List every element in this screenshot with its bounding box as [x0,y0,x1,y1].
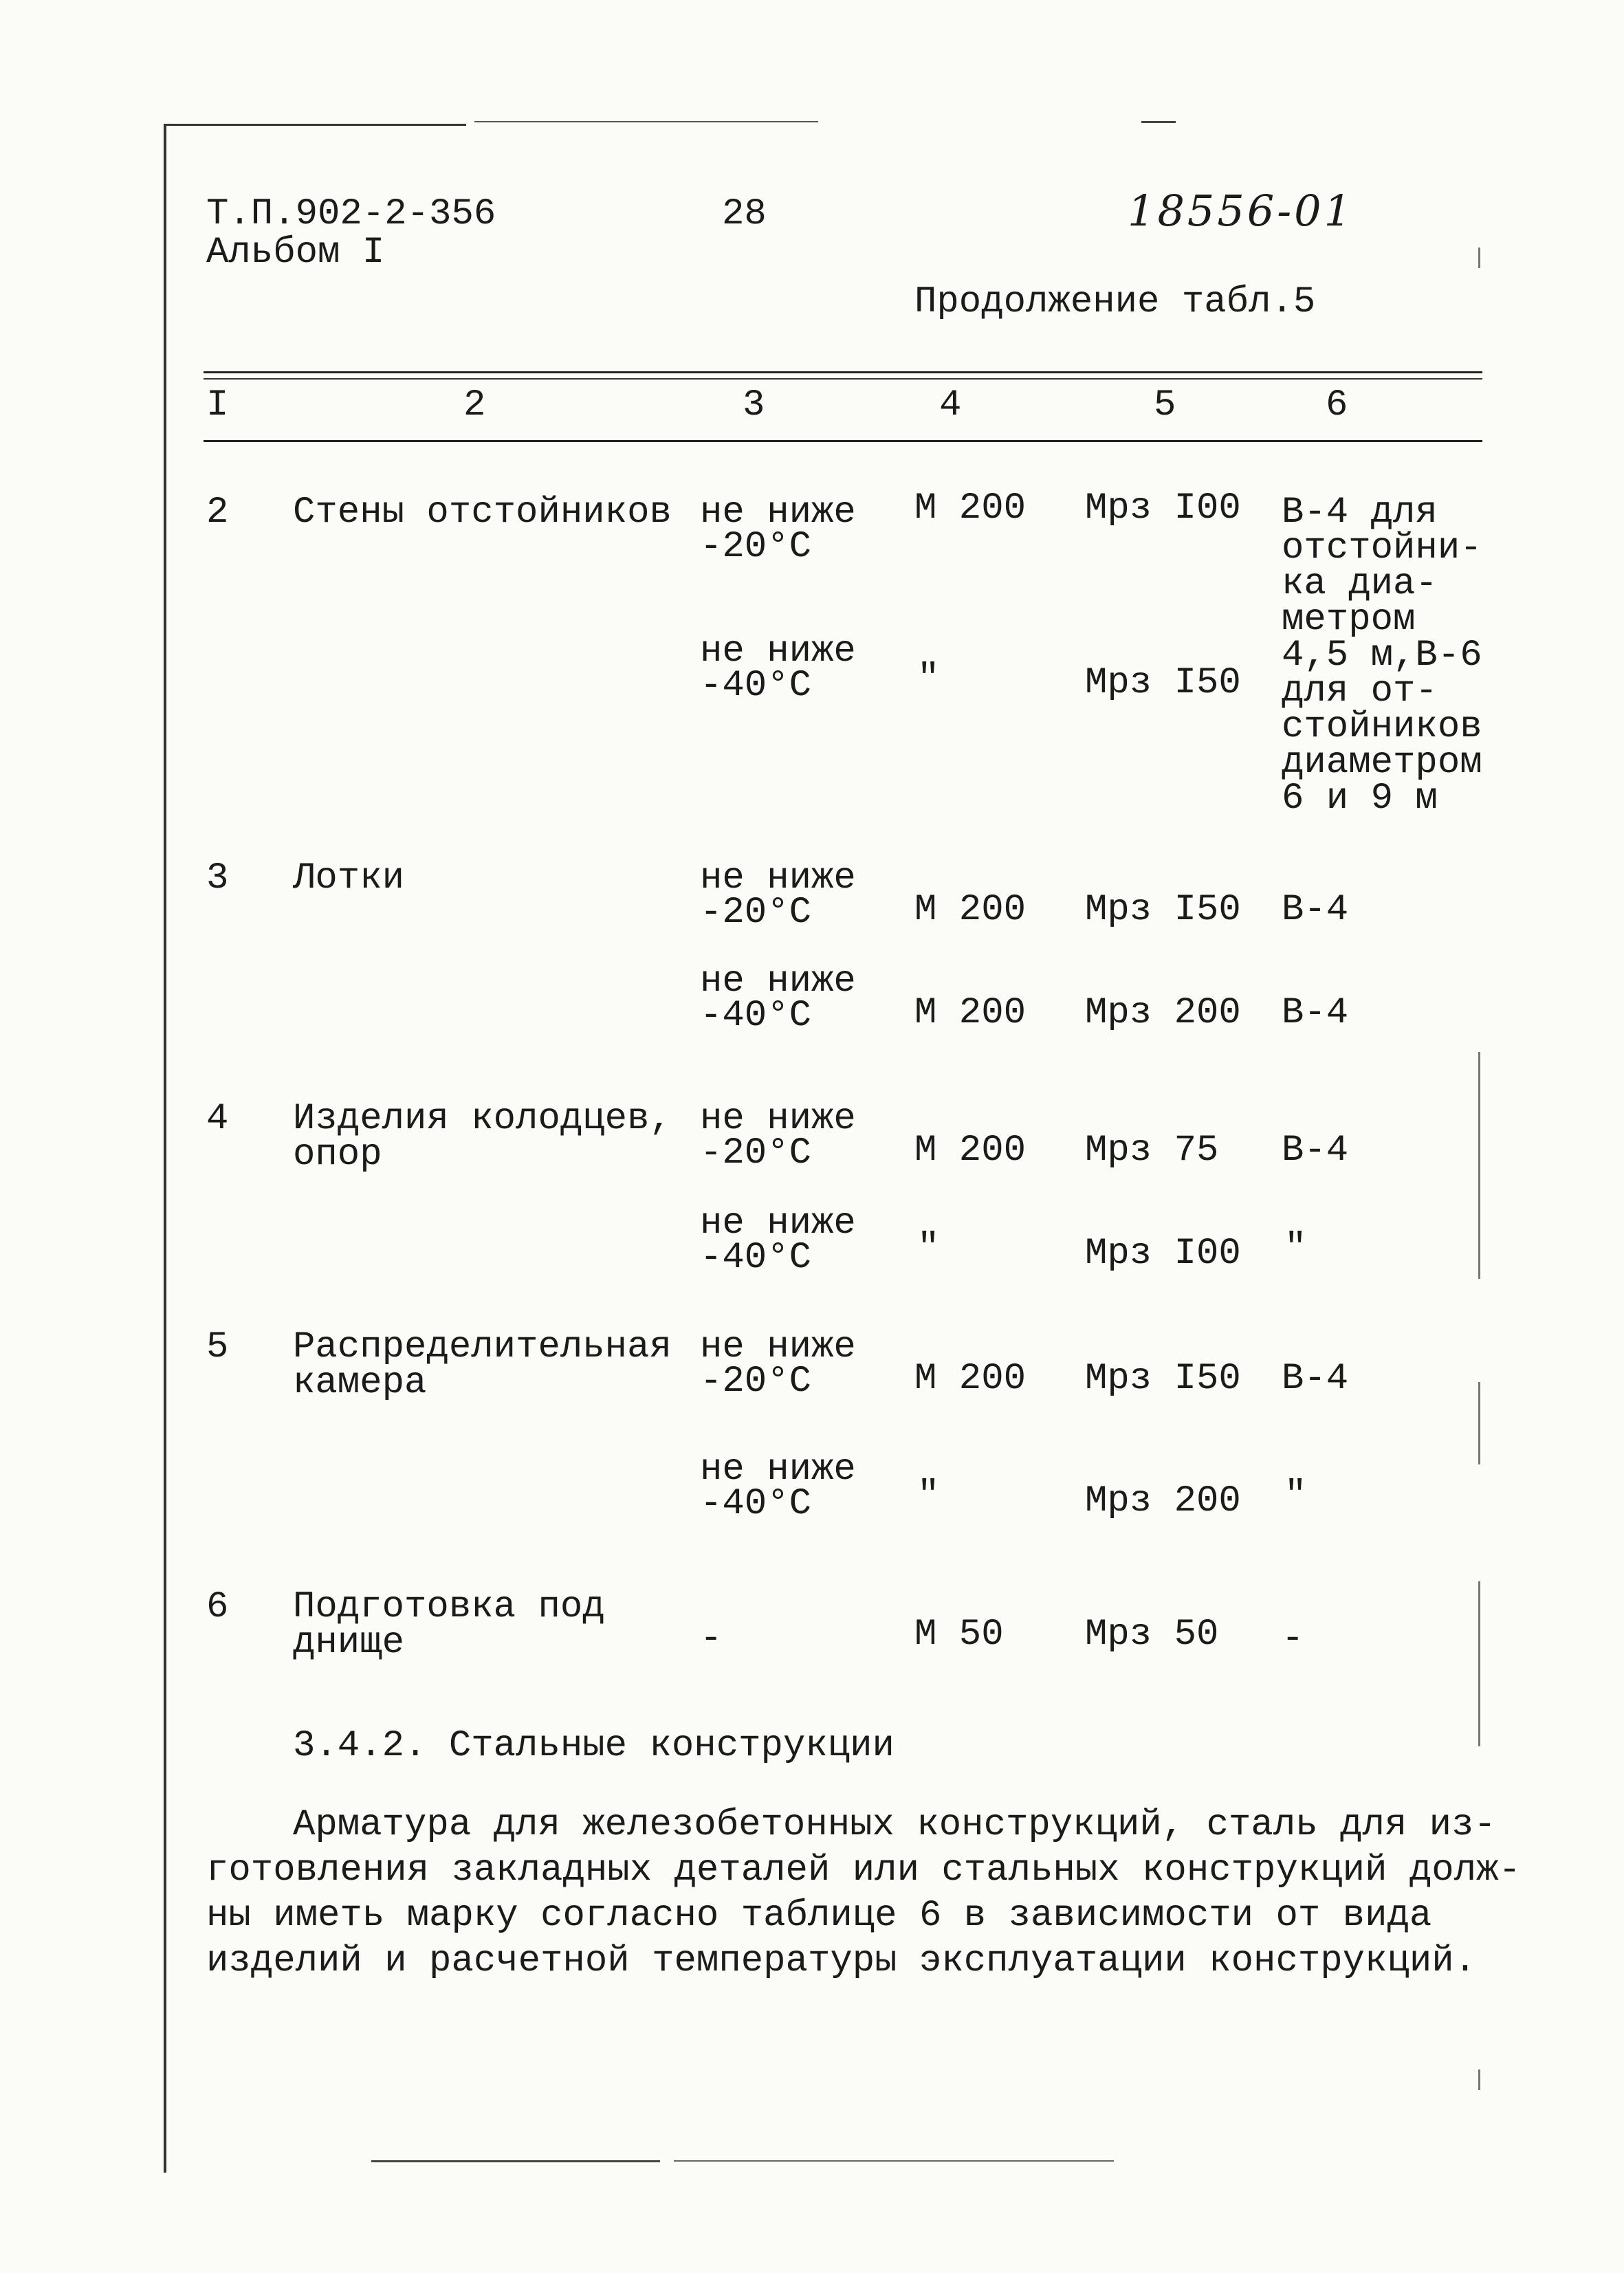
item-name: Подготовка под [293,1586,605,1628]
note-line: В-4 [1282,992,1349,1034]
section-heading: 3.4.2. Стальные конструкции [293,1725,895,1767]
note-line: 6 и 9 м [1282,778,1438,820]
frost-resistance: Мрз I00 [1085,487,1241,529]
item-name: камера [293,1362,427,1404]
frost-resistance: Мрз 75 [1085,1130,1219,1172]
note-line: - [1282,1618,1304,1660]
row-number: 2 [206,492,229,534]
frame-left-border [164,124,166,2173]
concrete-grade: " [917,1475,940,1517]
note-line: " [1284,1227,1307,1269]
frost-resistance: Мрз 200 [1085,992,1241,1034]
margin-scan-mark [1478,1052,1480,1279]
item-name: Лотки [293,857,405,899]
concrete-grade: М 200 [914,487,1027,529]
row-number: 3 [206,857,229,899]
column-header-3: 3 [743,384,765,426]
concrete-grade: М 200 [914,889,1027,931]
frost-resistance: Мрз 50 [1085,1614,1219,1656]
album-label: Альбом I [206,232,385,274]
note-line: метром [1282,599,1416,641]
concrete-grade: " [917,1227,940,1269]
table-header-rule [204,440,1482,442]
temperature-condition: не ниже [700,1098,856,1140]
table-continuation-caption: Продолжение табл.5 [914,281,1316,323]
concrete-grade: М 200 [914,1130,1027,1172]
note-line: диаметром [1282,742,1482,784]
column-header-4: 4 [939,384,962,426]
table-top-rule [204,371,1482,373]
frost-resistance: Мрз I50 [1085,1358,1241,1400]
row-number: 4 [206,1098,229,1140]
frame-bottom-border-segment [674,2160,1114,2162]
temperature-value: -20°С [700,1132,812,1174]
margin-scan-mark [1478,1382,1480,1464]
temperature-value: -20°С [700,526,812,568]
item-name: опор [293,1134,382,1176]
frost-resistance: Мрз I00 [1085,1233,1241,1275]
column-header-5: 5 [1154,384,1176,426]
paragraph-line: готовления закладных деталей или стальных конструкций долж- [206,1849,1521,1891]
column-header-2: 2 [463,384,486,426]
note-line: стойников [1282,706,1482,748]
temperature-condition: не ниже [700,630,856,672]
note-line: В-4 для [1282,492,1438,534]
temperature-condition: не ниже [700,857,856,899]
temperature-value: - [700,1618,723,1660]
frame-top-border [164,124,466,126]
concrete-grade: М 50 [914,1614,1004,1656]
temperature-value: -40°С [700,665,812,707]
frost-resistance: Мрз I50 [1085,889,1241,931]
frame-top-border-segment [474,121,818,122]
frost-resistance: Мрз 200 [1085,1480,1241,1522]
item-name: Распределительная [293,1326,672,1368]
temperature-value: -20°С [700,1361,812,1403]
frame-top-border-mark [1141,121,1176,123]
temperature-condition: не ниже [700,1449,856,1491]
item-name: Изделия колодцев, [293,1098,672,1140]
note-line: ка диа- [1282,563,1438,605]
column-header-1: I [206,384,229,426]
temperature-condition: не ниже [700,1203,856,1244]
margin-scan-mark [1478,2069,1480,2090]
concrete-grade: М 200 [914,1358,1027,1400]
temperature-condition: не ниже [700,960,856,1002]
frame-bottom-border [371,2160,660,2162]
paragraph-line: изделий и расчетной температуры эксплуатации конструкций. [206,1940,1477,1982]
concrete-grade: " [917,658,940,700]
note-line: В-4 [1282,1358,1349,1400]
note-line: В-4 [1282,889,1349,931]
inventory-number: 18556-01 [1128,186,1354,236]
table-top-rule-double [204,378,1482,380]
temperature-value: -40°С [700,1483,812,1525]
frost-resistance: Мрз I50 [1085,662,1241,704]
temperature-condition: не ниже [700,492,856,534]
temperature-value: -20°С [700,892,812,934]
item-name: днище [293,1622,405,1664]
margin-scan-mark [1478,1581,1480,1746]
note-line: " [1284,1475,1307,1517]
note-line: для от- [1282,670,1438,712]
page-number: 28 [722,193,767,235]
doc-code: Т.П.902-2-356 [206,193,496,235]
temperature-value: -40°С [700,995,812,1037]
column-header-6: 6 [1326,384,1348,426]
concrete-grade: М 200 [914,992,1027,1034]
temperature-value: -40°С [700,1237,812,1279]
note-line: отстойни- [1282,527,1482,569]
margin-scan-mark [1478,248,1480,268]
note-line: 4,5 м,В-6 [1282,635,1482,677]
temperature-condition: не ниже [700,1326,856,1368]
paragraph-line: ны иметь марку согласно таблице 6 в зависимости от вида [206,1895,1432,1937]
paragraph-line: Арматура для железобетонных конструкций, сталь для из- [293,1804,1496,1846]
row-number: 6 [206,1586,229,1628]
item-name: Стены отстойников [293,492,672,534]
row-number: 5 [206,1326,229,1368]
note-line: В-4 [1282,1130,1349,1172]
